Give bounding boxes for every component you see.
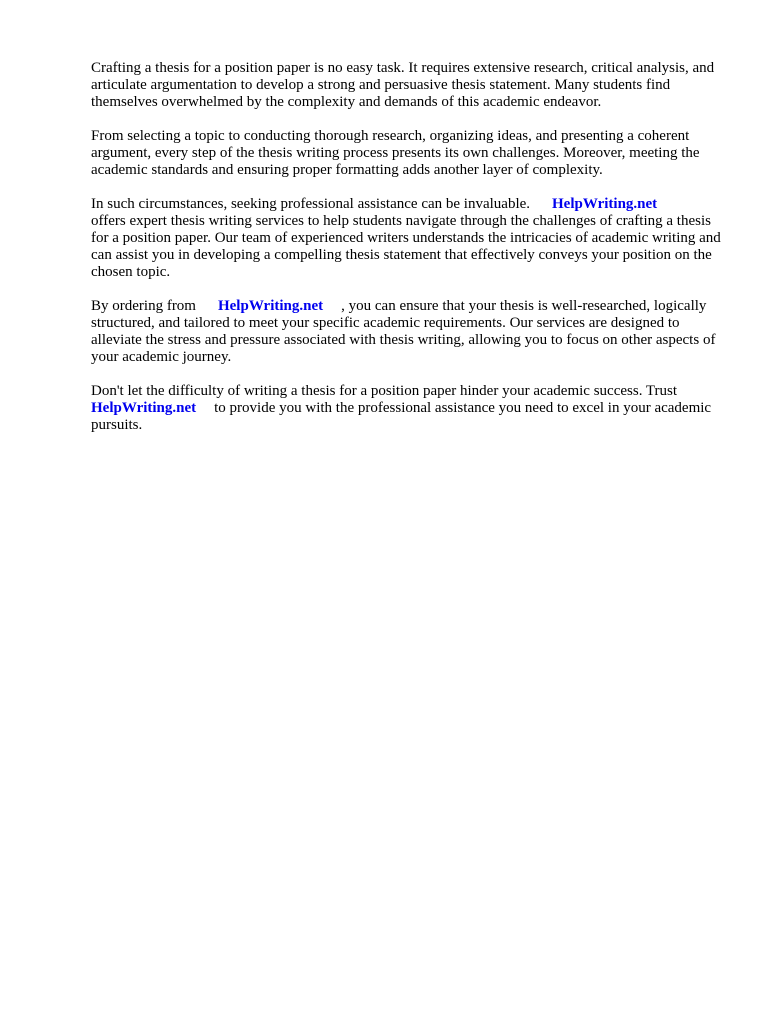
paragraph-challenges [91,128,725,179]
paragraph-closing [91,383,725,434]
paragraph-intro-text: Crafting a thesis for a position paper is no easy task. It requires extensive research, critical analysis, and articulate argumentation to develop a strong and persuasive thesis statement. Many students find themselves overwhelmed by the complexity and demands of this academic endeavor. [91,60,715,110]
paragraph-assistance-text-after: offers expert thesis writing services to help students navigate through the challenges of crafting a thesis for a position paper. Our team of experienced writers understands the intricacies of academic writing and can assist you in developing a compelling thesis statement that effectively conveys your position on the chosen topic. [91,213,721,280]
paragraph-ordering [91,298,725,366]
paragraph-challenges-text: From selecting a topic to conducting thorough research, organizing ideas, and presenting a coherent argument, every step of the thesis writing process presents its own challenges. Moreover, meeting the academic standards and ensuring proper formatting adds another layer of complexity. [91,128,700,178]
paragraph-ordering-text-before: By ordering from [91,298,196,314]
paragraph-closing-text-after: to provide you with the professional assistance you need to excel in your academic pursuits. [91,400,712,433]
paragraph-ordering-text-after: , you can ensure that your thesis is well-researched, logically structured, and tailored to meet your specific academic requirements. Our services are designed to alleviate the stress and pressure associated with thesis writing, allowing you to focus on other aspects of your academic journey. [91,298,716,365]
helpwriting-link-2[interactable]: HelpWriting.net [217,298,324,314]
paragraph-closing-text-before: Don't let the difficulty of writing a thesis for a position paper hinder your academic success. Trust [91,383,678,399]
paragraph-assistance [91,196,725,281]
document-page [91,60,725,451]
helpwriting-link-1[interactable]: HelpWriting.net [552,196,658,212]
helpwriting-link-3[interactable]: HelpWriting.net [91,400,197,416]
paragraph-intro [91,60,725,111]
paragraph-assistance-text-before: In such circumstances, seeking professional assistance can be invaluable. [91,196,531,212]
